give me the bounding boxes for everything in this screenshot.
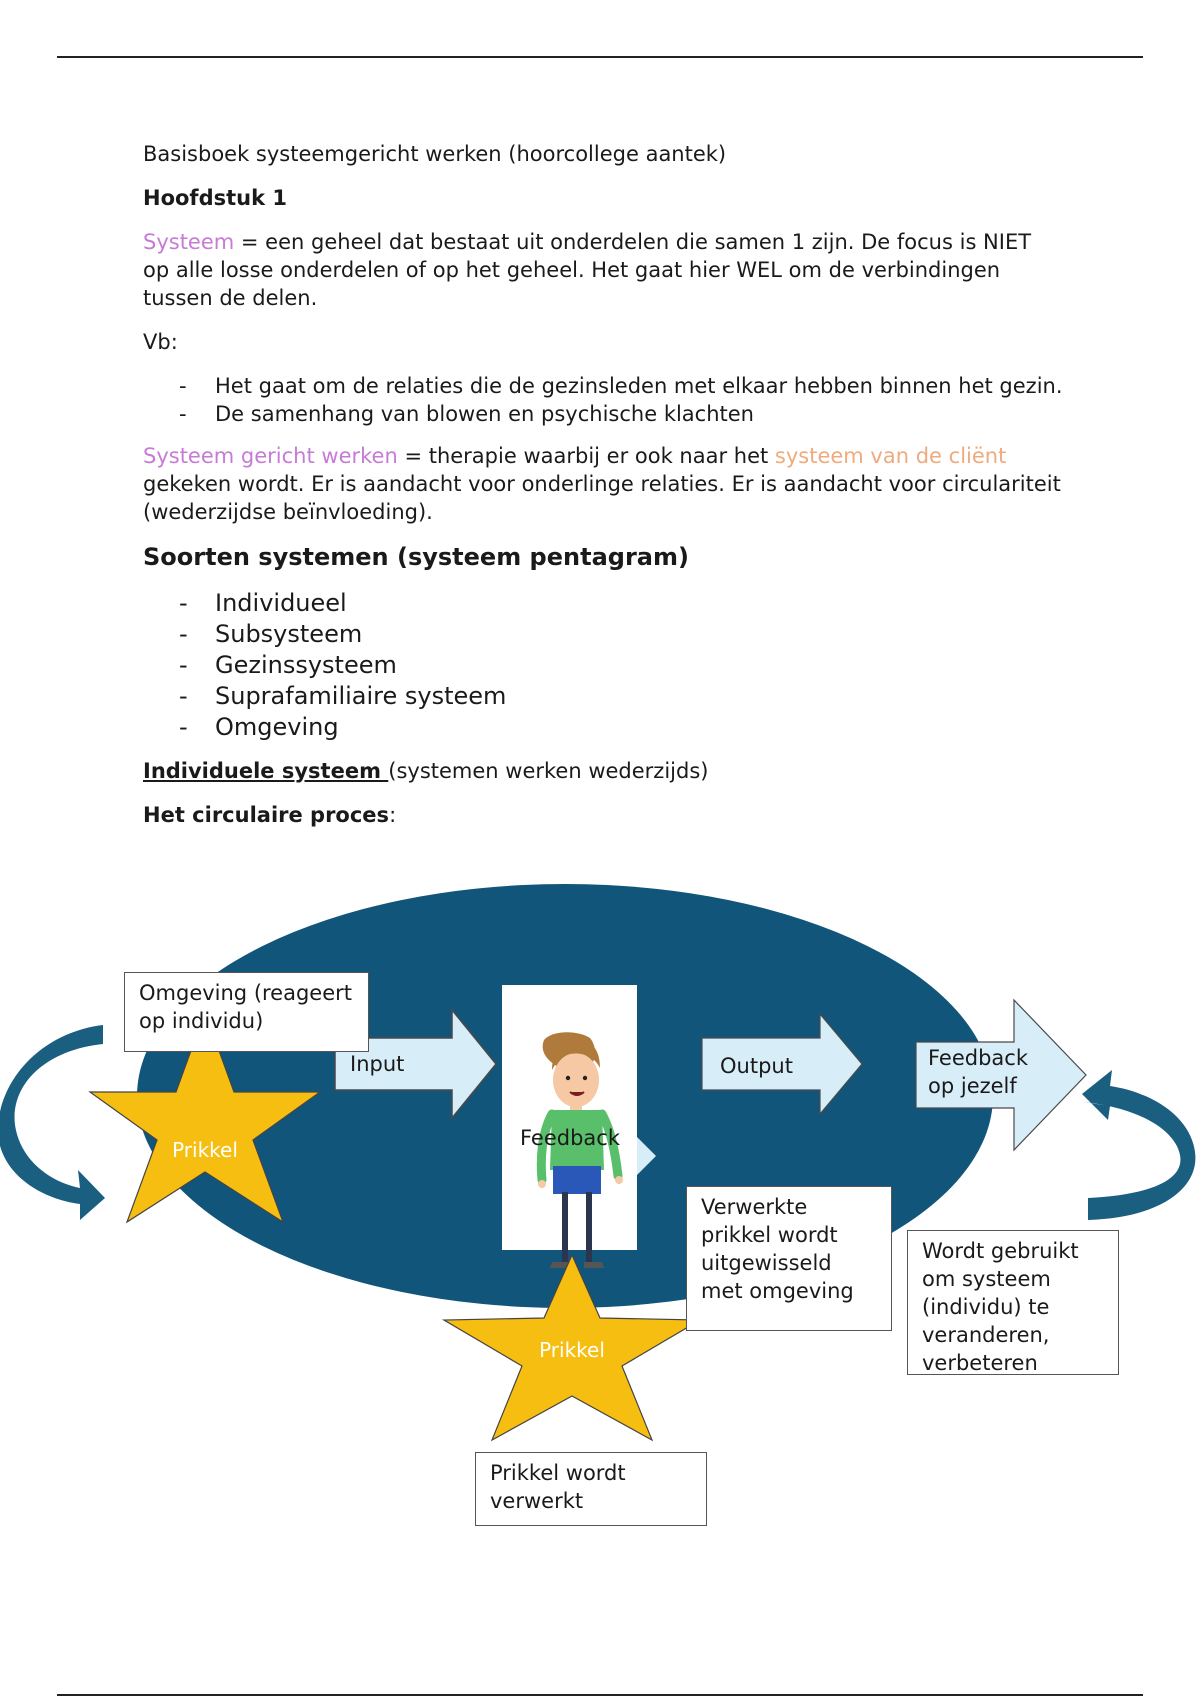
- term-systeem-van-de-client: systeem van de cliënt: [774, 444, 1007, 468]
- types-heading: Soorten systemen (systeem pentagram): [143, 543, 689, 571]
- input-label: Input: [350, 1052, 405, 1076]
- definition-text-a: = therapie waarbij er ook naar het: [397, 444, 775, 468]
- star-left-label: Prikkel: [172, 1138, 238, 1162]
- circular-process-line: [143, 801, 1063, 829]
- list-item: - Gezinssysteem: [143, 650, 1063, 681]
- circular-process-diagram: [0, 870, 1200, 1570]
- individual-system-line: [143, 757, 1063, 785]
- left-curved-arrow: [0, 1025, 105, 1220]
- colon: :: [389, 803, 397, 827]
- box-verwerkte-prikkel: Verwerkte prikkel wordt uitgewisseld met omgeving: [686, 1186, 892, 1331]
- term-systeem-gericht-werken: Systeem gericht werken: [143, 444, 398, 468]
- individual-system-note: (systemen werken wederzijds): [388, 759, 709, 783]
- list-item: - Subsysteem: [143, 619, 1063, 650]
- bottom-rule: [57, 1694, 1143, 1696]
- document-title: Basisboek systeemgericht werken (hoorcollege aantek): [143, 142, 727, 166]
- star-bottom-label: Prikkel: [539, 1338, 605, 1362]
- list-item: - Omgeving: [143, 712, 1063, 743]
- individual-system-title: Individuele systeem: [143, 759, 389, 783]
- list-item: - De samenhang van blowen en psychische klachten: [143, 400, 1063, 428]
- list-item: - Suprafamiliaire systeem: [143, 681, 1063, 712]
- right-curved-arrow: [1082, 1070, 1195, 1220]
- feedback-inner-label: Feedback: [520, 1126, 621, 1150]
- output-label: Output: [720, 1054, 793, 1078]
- chapter-heading: Hoofdstuk 1: [143, 186, 287, 210]
- list-item: - Het gaat om de relaties die de gezinsleden met elkaar hebben binnen het gezin.: [143, 372, 1063, 400]
- definition-systeem-text: = een geheel dat bestaat uit onderdelen die samen 1 zijn. De focus is NIET op alle losse onderdelen of op het geheel. Het gaat hier WEL om de verbindingen tussen de delen.: [143, 230, 1032, 310]
- feedback-self-label: Feedback op jezelf: [928, 1046, 1029, 1098]
- definition-systeem: [143, 228, 1063, 312]
- box-wordt-gebruikt: Wordt gebruikt om systeem (individu) te veranderen, verbeteren: [907, 1230, 1119, 1375]
- box-prikkel-verwerkt: Prikkel wordt verwerkt: [475, 1452, 707, 1526]
- top-rule: [57, 56, 1143, 58]
- definition-systeemgericht-werken: [143, 442, 1063, 526]
- examples-list: [143, 372, 1063, 428]
- term-systeem: Systeem: [143, 230, 235, 254]
- box-omgeving: Omgeving (reageert op individu): [124, 972, 369, 1052]
- list-item: - Individueel: [143, 588, 1063, 619]
- types-list: [143, 588, 1063, 743]
- vb-label: Vb:: [143, 330, 178, 354]
- document-body: [143, 140, 1063, 845]
- circular-process-title: Het circulaire proces: [143, 803, 390, 827]
- definition-text-b: gekeken wordt. Er is aandacht voor onderlinge relaties. Er is aandacht voor circulariteit (wederzijdse beïnvloeding).: [143, 472, 1061, 524]
